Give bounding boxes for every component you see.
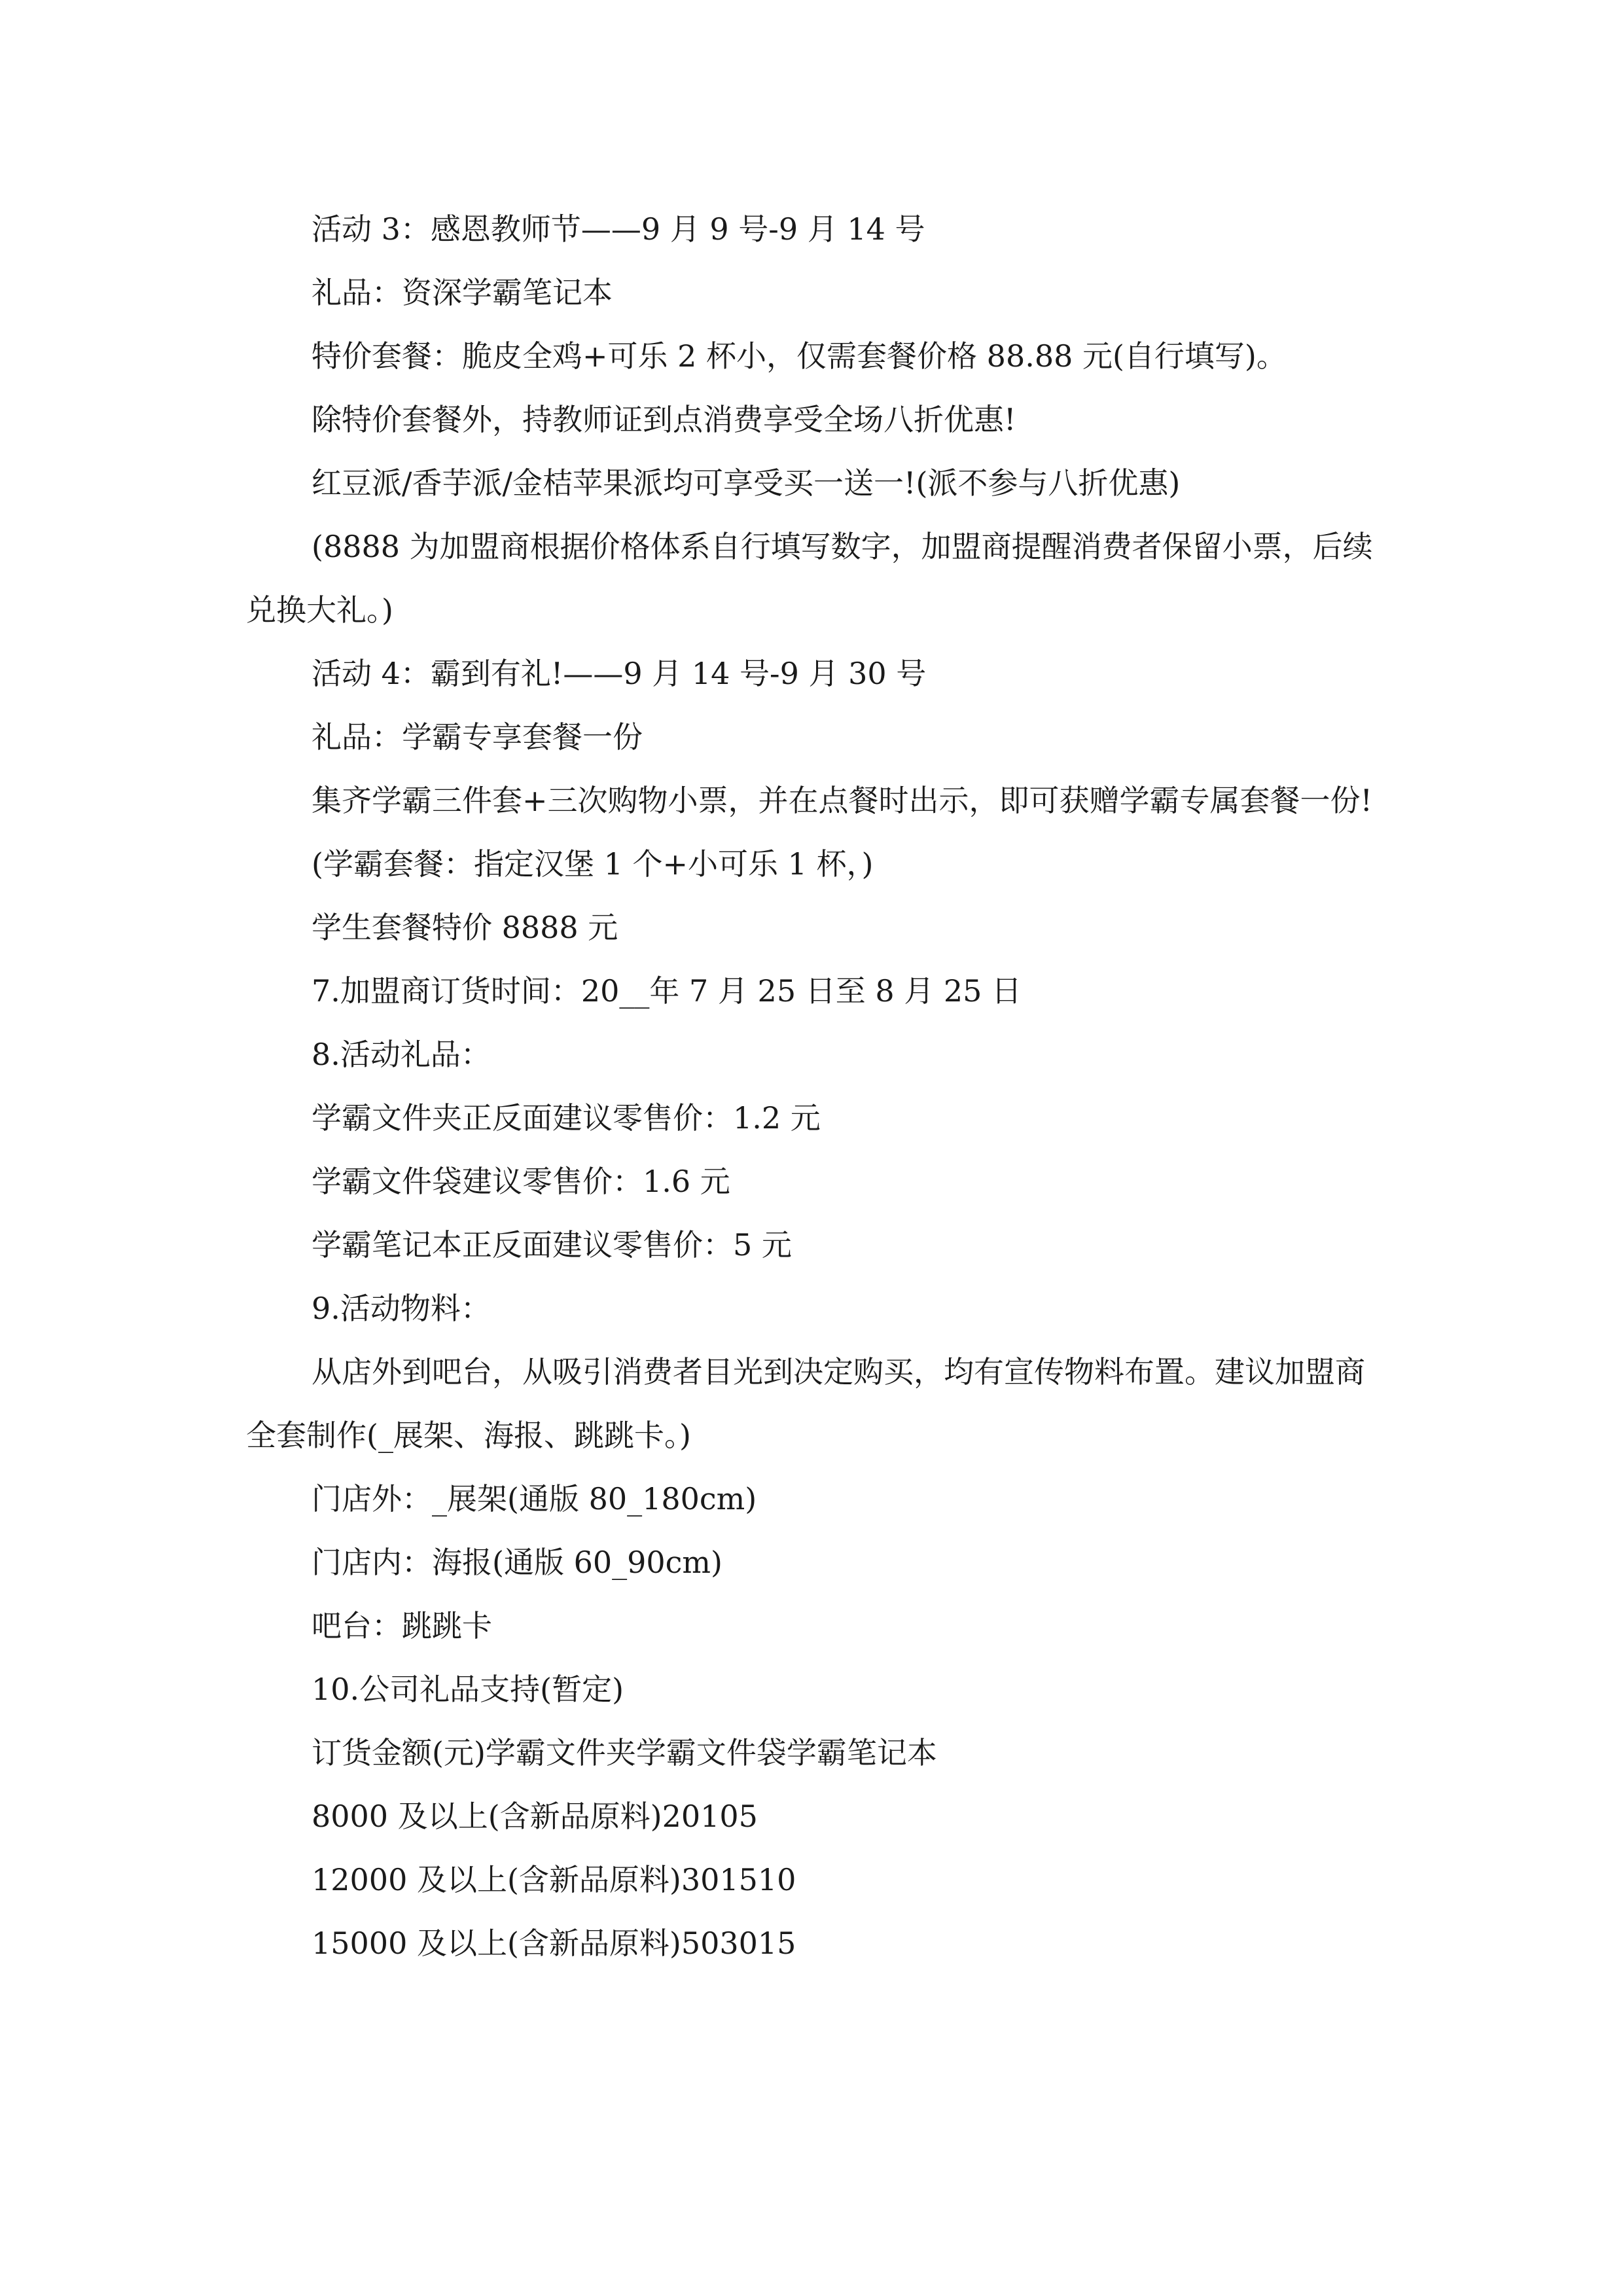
activity-3-teacher-discount: 除特价套餐外，持教师证到点消费享受全场八折优惠! (312, 402, 1016, 437)
activity-4-gift: 礼品：学霸专享套餐一份 (312, 719, 643, 755)
activity-3-gift: 礼品：资深学霸笔记本 (312, 275, 613, 310)
gift-table-row: 8000 及以上(含新品原料)20105 (312, 1799, 758, 1834)
activity-4-heading: 活动 4：霸到有礼!——9 月 14 号-9 月 30 号 (312, 656, 927, 691)
document-body (246, 198, 1385, 1975)
materials-description: 从店外到吧台，从吸引消费者目光到决定购买，均有宣传物料布置。建议加盟商全套制作(_展架、海报、跳跳卡。) (246, 1354, 1365, 1453)
gift-table-row: 15000 及以上(含新品原料)503015 (312, 1926, 796, 1961)
section-8-heading: 8.活动礼品： (312, 1037, 491, 1072)
section-7-order-time: 7.加盟商订货时间：20__年 7 月 25 日至 8 月 25 日 (312, 973, 1022, 1009)
section-10-heading: 10.公司礼品支持(暂定) (312, 1672, 624, 1707)
gift-table-row: 12000 及以上(含新品原料)301510 (312, 1862, 796, 1897)
activity-3-note: (8888 为加盟商根据价格体系自行填写数字，加盟商提醒消费者保留小票，后续兑换大礼。) (246, 529, 1373, 628)
activity-3-heading: 活动 3：感恩教师节——9 月 9 号-9 月 14 号 (312, 211, 925, 247)
gift-bag-price: 学霸文件袋建议零售价：1.6 元 (312, 1164, 730, 1199)
section-9-heading: 9.活动物料： (312, 1291, 491, 1326)
activity-3-pie-offer: 红豆派/香芋派/金桔苹果派均可享受买一送一!(派不参与八折优惠) (312, 465, 1181, 501)
activity-3-special-combo: 特价套餐：脆皮全鸡+可乐 2 杯小，仅需套餐价格 88.88 元(自行填写)。 (312, 338, 1287, 374)
gift-table-header: 订货金额(元)学霸文件夹学霸文件袋学霸笔记本 (312, 1735, 937, 1770)
gift-folder-price: 学霸文件夹正反面建议零售价：1.2 元 (312, 1100, 821, 1136)
gift-notebook-price: 学霸笔记本正反面建议零售价：5 元 (312, 1227, 792, 1263)
activity-4-combo-detail: (学霸套餐：指定汉堡 1 个+小可乐 1 杯，) (312, 846, 874, 882)
materials-counter: 吧台：跳跳卡 (312, 1608, 492, 1643)
activity-4-rule: 集齐学霸三件套+三次购物小票，并在点餐时出示，即可获赠学霸专属套餐一份! (312, 783, 1373, 818)
materials-outside: 门店外：_展架(通版 80_180cm) (312, 1481, 757, 1516)
student-combo-price: 学生套餐特价 8888 元 (312, 910, 618, 945)
materials-inside: 门店内：海报(通版 60_90cm) (312, 1545, 722, 1580)
